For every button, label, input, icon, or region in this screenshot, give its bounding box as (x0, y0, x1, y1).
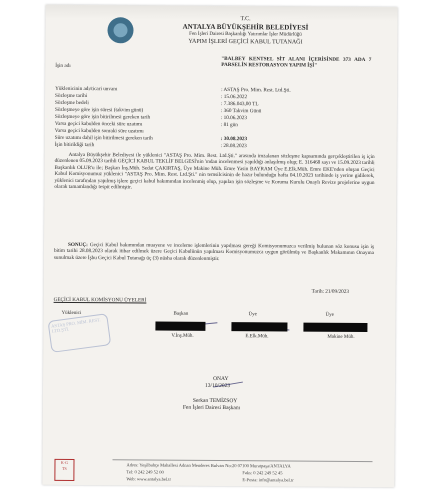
field-value: : 10.06.2023 (220, 115, 248, 122)
header-tc: T.C. (240, 16, 251, 23)
field-label: Yüklenicinin adı/ticari unvanı (55, 85, 118, 93)
header-municipality: ANTALYA BÜYÜKŞEHİR BELEDİYESİ (182, 22, 309, 32)
document-title: YAPIM İŞLERİ GEÇİCİ KABUL TUTANAĞI (188, 38, 303, 46)
field-label: Sözleşme bedeli (54, 99, 89, 107)
result-paragraph (54, 242, 374, 263)
field-label: Sözleşme tarihi (55, 92, 88, 100)
field-label: Süre uzatımı dahil işin bitirilmesi gereken tarih (54, 134, 153, 142)
field-label-work-name: İşin adı (55, 62, 71, 69)
redaction-bar (303, 323, 367, 332)
footer-fax: Faks: 0 242 249 52 45 (242, 470, 283, 476)
approval-office: Fen İşleri Dairesi Başkanı (182, 404, 241, 412)
footer-phone: Tel: 0 242 249 52 00 (126, 469, 164, 475)
field-value: : 81 gün (220, 122, 238, 129)
body-paragraph: Antalya Büyükşehir Belediyesi ile yüklenici "ASTAŞ Pro. Mim. Rest. Ltd.Şti." arasında imzalanan sözleşme kapsamında gerçekleştirilen iş için düzenlenen 05.09.2023 tarihli GEÇİCİ KABUL TEKLİF BELGESİ'nin 'ından incelenmesi yapıldığı anlaşılmış olup; E. 316468 sayı ve 15.09.2023 tarihli Başkanlık OLUR'u ile; Başkan İnş.Müh. Sedat ÇAKIRTAŞ, Üye Makine Müh. Emre Yasin BAYRAM Üye E.Elk.Müh. Emre EKE'nden oluşan Geçici Kabul Komisyonumuz yüklenici "ASTAŞ Pro. Mim. Rest. Ltd.Şti." nin temsilcisinin de hazır bulunduğu hafta 04.10.2023 tarihinde iş yerine gidilerek, yüklenici tarafından yapılmış işlere geçici kabul bakımından incelenmiş olup, yapılan işin sözleşme ve Koruma Kurulu Onaylı Revize projelerine uygun olarak tamamlandığı tespit edilmiştir. (54, 151, 375, 191)
field-value: : ASTAŞ Pro. Mim. Rest. Ltd.Şti. (221, 87, 291, 94)
report-date: Tarih: 21/09/2023 (311, 288, 349, 295)
field-value: : 15.06.2022 (221, 94, 248, 101)
approval-name: Serkan TEMİZSOY (192, 397, 238, 405)
field-value: : 360 Takvim Günü (220, 108, 262, 115)
member2-label: Üye (325, 312, 334, 318)
document-page (42, 5, 397, 487)
footer-address: Adres: Yeşilbahçe Mahallesi Adnan Menderes Bulvarı No:20 07100 Muratpaşa/ANTALYA (126, 462, 291, 469)
company-stamp: ASTAŞ PRO. MİM. REST. LTD.ŞTİ. (48, 313, 112, 353)
redaction-bar (231, 322, 287, 331)
field-label: Varsa geçici kabulden sonraki süre uzatımı (54, 127, 144, 135)
redaction-bar (155, 322, 205, 331)
field-value: : 7.386.043,00 TL (220, 101, 259, 108)
contractor-label: Yüklenici (61, 310, 82, 317)
chair-label: Başkan (173, 311, 189, 317)
approval-heading: ONAY (213, 375, 229, 383)
field-label: Sözleşmeye göre işin süresi (takvim günü) (54, 106, 144, 114)
header-department: Fen İşleri Dairesi Başkanlığı Yatırımlar İşler Müdürlüğü (189, 31, 302, 38)
quality-certification-icon: K·G TS (54, 459, 74, 481)
member1-title: E.Elk.Müh. (245, 334, 269, 340)
committee-heading: GEÇİCİ KABUL KOMİSYONU ÜYELERİ (53, 296, 147, 304)
field-label: Sözleşmeye göre işin bitirilmesi gereken tarih (54, 113, 151, 121)
chair-title: V.İnş.Müh. (171, 333, 194, 339)
field-value: : 30.08.2023 (220, 136, 248, 143)
result-label: SONUÇ: (67, 241, 88, 249)
field-value-work-name: "BALBEY KENTSEL SİT ALANI İÇERİSİNDE 373 ADA 7 PARSELİN RESTORASYON YAPIM İŞİ" (221, 56, 372, 69)
field-label: Varsa geçici kabulden önceki süre uzatımı (54, 120, 143, 128)
member2-title: Makine Müh. (327, 334, 355, 340)
field-label: İşin bitirildiği tarih (54, 141, 95, 149)
footer-web: Web: www.antalya.bel.tr (126, 476, 171, 482)
result-text: Geçici Kabul bakımından muayene ve inceleme işlemlerinin yapılması gereği Komisyonumuzca verilmiş bulunan söz konusu işin iş bitim tarihi 28.08.2023 olarak itibar edilmek üzere Geçici Kabulünün yapılması Komisyonumuzca uygun görülmüş ve Başkanlık Makamının Onayına sunulmak üzere İşbu Geçici Kabul Tutanağı üç (3) nüsha olarak düzenlenmiştir. (53, 242, 375, 262)
approval-date: 13/10/2023 (205, 382, 231, 390)
field-value: : 28.08.2023 (220, 143, 247, 150)
footer-email: E-Posta: info@antalya.bel.tr (242, 477, 294, 483)
member1-label: Üye (248, 312, 257, 318)
footer (42, 457, 394, 487)
